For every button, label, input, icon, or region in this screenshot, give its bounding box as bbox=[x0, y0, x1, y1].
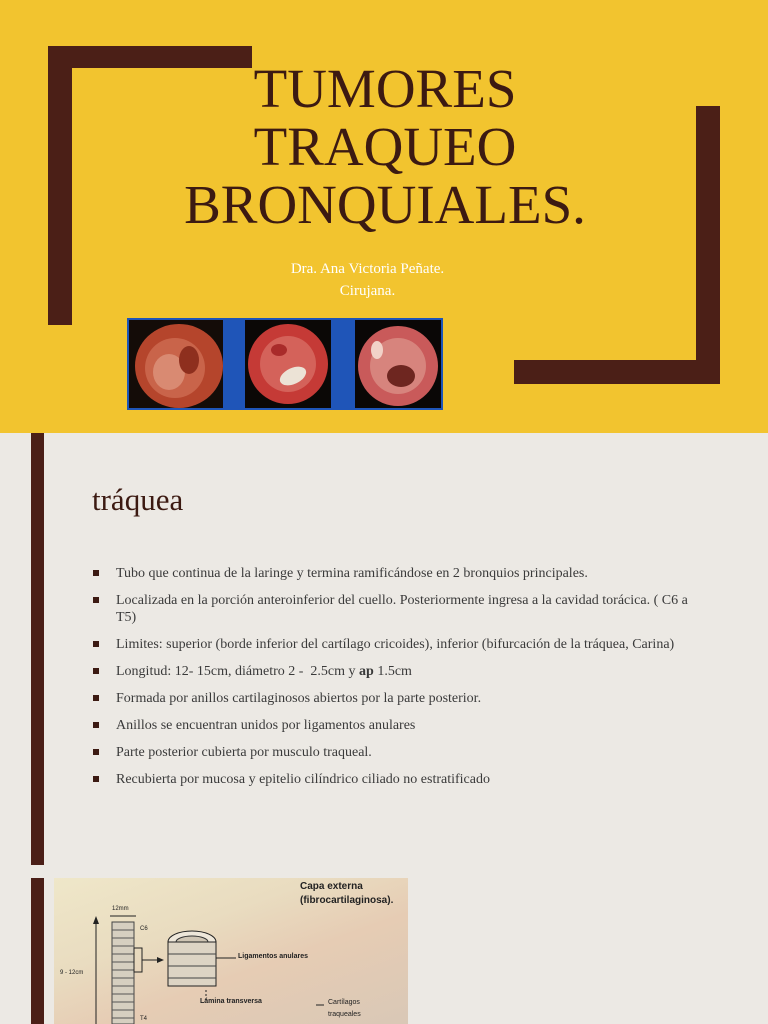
title-line: TRAQUEO bbox=[253, 116, 517, 177]
ligamentos-label: Ligamentos anulares bbox=[238, 953, 309, 960]
list-item bbox=[92, 636, 692, 653]
list-item bbox=[92, 592, 692, 626]
frame-bracket-right-side bbox=[696, 106, 720, 384]
bullet-text: Tubo que continua de la laringe y termina ramificándose en 2 bronquios principales. bbox=[116, 566, 588, 581]
list-item bbox=[92, 717, 692, 734]
bullet-text: Formada por anillos cartilaginosos abiertos por la parte posterior. bbox=[116, 691, 482, 706]
title-line: TUMORES bbox=[253, 58, 517, 119]
list-item bbox=[92, 744, 692, 761]
bullet-list bbox=[92, 565, 692, 798]
bullet-text: Recubierta por mucosa y epitelio cilíndrico ciliado no estratificado bbox=[116, 772, 490, 787]
bullet-text-part: 1.5cm bbox=[373, 664, 412, 679]
capa-externa-label: Capa externa bbox=[300, 881, 363, 892]
width-label: 12mm bbox=[112, 906, 129, 912]
section-heading: tráquea bbox=[92, 482, 184, 517]
bullet-text-bold: ap bbox=[359, 664, 374, 679]
lamina-label: Lámina transversa bbox=[200, 998, 262, 1005]
title-slide bbox=[0, 0, 768, 433]
subtitle bbox=[200, 258, 535, 302]
bullet-icon bbox=[93, 668, 99, 674]
bullet-text: Parte posterior cubierta por musculo traqueal. bbox=[116, 745, 372, 760]
author-name: Dra. Ana Victoria Peñate. bbox=[290, 261, 445, 277]
bullet-text-part: Longitud: 12- 15cm, diámetro 2 - 2.5cm y bbox=[116, 664, 360, 679]
frame-bracket-left-side bbox=[48, 46, 72, 325]
list-item bbox=[92, 565, 692, 582]
bullet-icon bbox=[93, 570, 99, 576]
list-item bbox=[92, 663, 692, 680]
accent-vertical-bar-lower bbox=[31, 878, 44, 1024]
author-role: Cirujana. bbox=[339, 283, 396, 299]
bullet-text: Limites: superior (borde inferior del cartílago cricoides), inferior (bifurcación de la tráquea, Carina) bbox=[116, 637, 675, 652]
cartilagos-label: Cartílagos bbox=[328, 999, 360, 1006]
endoscopy-image-2 bbox=[245, 320, 331, 408]
bullet-icon bbox=[93, 776, 99, 782]
frame-bracket-right-bottom bbox=[514, 360, 720, 384]
bullet-icon bbox=[93, 597, 99, 603]
endoscopy-image-1 bbox=[129, 320, 223, 408]
c6-label: C6 bbox=[140, 926, 148, 932]
slide-title bbox=[150, 60, 620, 234]
bullet-text: Localizada en la porción anteroinferior del cuello. Posteriormente ingresa a la cavidad torácica. ( C6 a T5) bbox=[116, 593, 688, 625]
list-item bbox=[92, 690, 692, 707]
accent-vertical-bar bbox=[31, 433, 44, 865]
bullet-icon bbox=[93, 641, 99, 647]
endoscopy-image-3 bbox=[355, 320, 441, 408]
bullet-icon bbox=[93, 695, 99, 701]
traqueales-label: traqueales bbox=[328, 1011, 361, 1018]
trachea-anatomy-figure bbox=[54, 878, 408, 1024]
list-item bbox=[92, 771, 692, 788]
t4-label: T4 bbox=[140, 1016, 148, 1022]
length-label: 9 - 12cm bbox=[60, 970, 84, 976]
bullet-icon bbox=[93, 722, 99, 728]
title-line: BRONQUIALES. bbox=[184, 174, 586, 235]
endoscopy-image-strip bbox=[127, 318, 443, 410]
capa-externa-detail: (fibrocartilaginosa). bbox=[300, 895, 394, 906]
bullet-text: Anillos se encuentran unidos por ligamentos anulares bbox=[116, 718, 416, 733]
bullet-icon bbox=[93, 749, 99, 755]
